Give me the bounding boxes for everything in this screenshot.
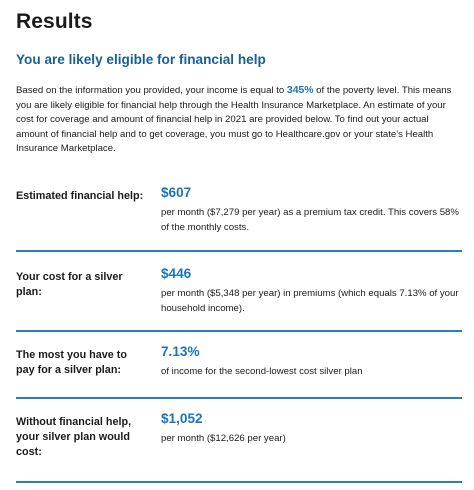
result-label: Your cost for a silver plan: [16,271,123,298]
result-description: of income for the second-lowest cost silver plan [161,366,363,377]
intro-text-after: of the poverty level. This means you are likely eligible for financial help through the Health Insurance Marketplace. An estimate of your cost for coverage and amount of financial help in 2021 are provided below. To find out your actual amount of financial help and to get coverage, you must go to Healthcare.gov or your state's Health Insurance Marketplace. [16,85,452,155]
result-label: The most you have to pay for a silver plan: [16,349,127,376]
result-description: per month ($12,626 per year) [161,433,286,444]
poverty-level-percent: 345% [286,85,314,96]
eligibility-subtitle: You are likely eligible for financial help [16,52,266,67]
page-title: Results [16,10,93,33]
result-value: $607 [161,185,192,200]
divider [16,481,462,483]
divider [16,397,462,399]
intro-text-before: Based on the information you provided, your income is equal to [16,85,287,96]
result-description: per month ($7,279 per year) as a premium tax credit. This covers 58% of the monthly costs. [161,207,459,233]
divider [16,250,462,252]
result-value: $1,052 [161,411,203,426]
divider [16,330,462,332]
result-label: Estimated financial help: [16,190,144,202]
result-label: Without financial help, your silver plan would cost: [16,416,132,458]
result-description: per month ($5,348 per year) in premiums (which equals 7.13% of your household income). [161,288,459,314]
result-value: 7.13% [161,344,200,359]
intro-paragraph [16,84,462,157]
result-value: $446 [161,266,192,281]
